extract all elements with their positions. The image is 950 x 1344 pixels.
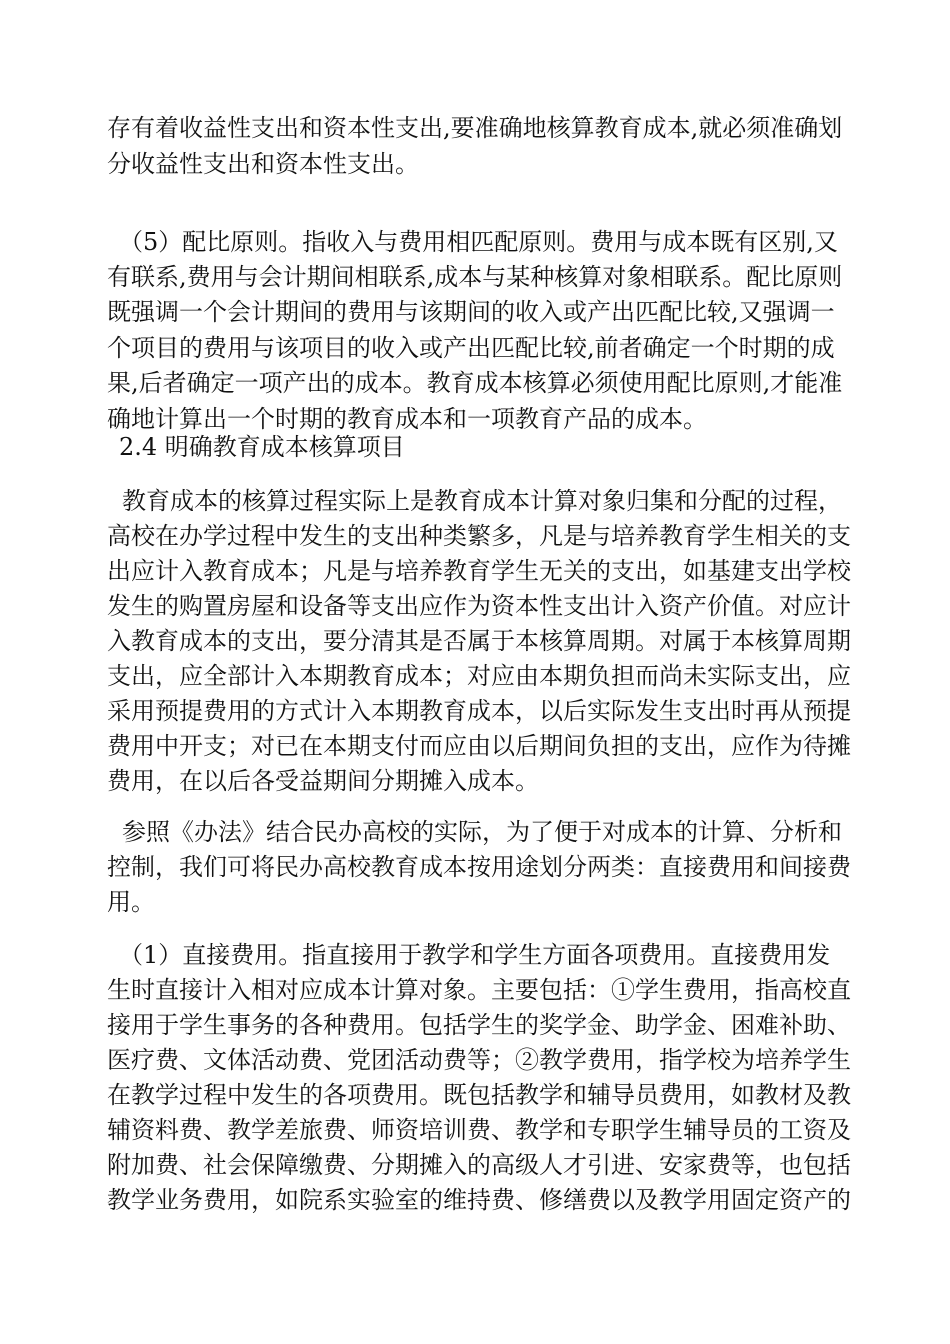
text-line: 生时直接计入相对应成本计算对象。主要包括：①学生费用，指高校直 (107, 976, 851, 1004)
text-line: 参照《办法》结合民办高校的实际，为了便于对成本的计算、分析和 (122, 818, 842, 846)
text-line: 有联系,费用与会计期间相联系,成本与某种核算对象相联系。配比原则 (107, 263, 843, 291)
text-line: （5）配比原则。指收入与费用相匹配原则。费用与成本既有区别,又 (119, 228, 838, 256)
text-line: 采用预提费用的方式计入本期教育成本，以后实际发生支出时再从预提 (107, 697, 851, 725)
text-line: 附加费、社会保障缴费、分期摊入的高级人才引进、安家费等，也包括 (107, 1151, 851, 1179)
text-line: 既强调一个会计期间的费用与该期间的收入或产出匹配比较,又强调一 (107, 298, 835, 326)
text-line: 个项目的费用与该项目的收入或产出匹配比较,前者确定一个时期的成 (107, 334, 835, 362)
text-line: 果,后者确定一项产出的成本。教育成本核算必须使用配比原则,才能准 (107, 369, 843, 397)
text-line: 在教学过程中发生的各项费用。既包括教学和辅导员费用，如教材及教 (107, 1081, 851, 1109)
text-line: 费用中开支；对已在本期支付而应由以后期间负担的支出，应作为待摊 (107, 732, 851, 760)
text-line: 教学业务费用，如院系实验室的维持费、修缮费以及教学用固定资产的 (107, 1186, 851, 1214)
text-line: 支出，应全部计入本期教育成本；对应由本期负担而尚未实际支出，应 (107, 662, 851, 690)
text-line: 确地计算出一个时期的教育成本和一项教育产品的成本。 (107, 405, 707, 433)
text-line: 用。 (107, 888, 155, 916)
text-line: 出应计入教育成本；凡是与培养教育学生无关的支出，如基建支出学校 (107, 557, 851, 585)
text-line: （1）直接费用。指直接用于教学和学生方面各项费用。直接费用发 (119, 941, 831, 969)
section-heading: 2.4 明确教育成本核算项目 (119, 433, 405, 461)
text-line: 控制，我们可将民办高校教育成本按用途划分两类：直接费用和间接费 (107, 853, 851, 881)
text-line: 存有着收益性支出和资本性支出,要准确地核算教育成本,就必须准确划 (107, 114, 843, 142)
text-line: 医疗费、文体活动费、党团活动费等；②教学费用，指学校为培养学生 (107, 1046, 851, 1074)
text-line: 费用，在以后各受益期间分期摊入成本。 (107, 767, 539, 795)
text-line: 教育成本的核算过程实际上是教育成本计算对象归集和分配的过程， (122, 487, 842, 515)
text-line: 入教育成本的支出，要分清其是否属于本核算周期。对属于本核算周期 (107, 627, 851, 655)
text-line: 辅资料费、教学差旅费、师资培训费、教学和专职学生辅导员的工资及 (107, 1116, 851, 1144)
text-line: 接用于学生事务的各种费用。包括学生的奖学金、助学金、困难补助、 (107, 1011, 851, 1039)
text-line: 高校在办学过程中发生的支出种类繁多，凡是与培养教育学生相关的支 (107, 522, 851, 550)
text-line: 分收益性支出和资本性支出。 (107, 150, 419, 178)
text-line: 发生的购置房屋和设备等支出应作为资本性支出计入资产价值。对应计 (107, 592, 851, 620)
